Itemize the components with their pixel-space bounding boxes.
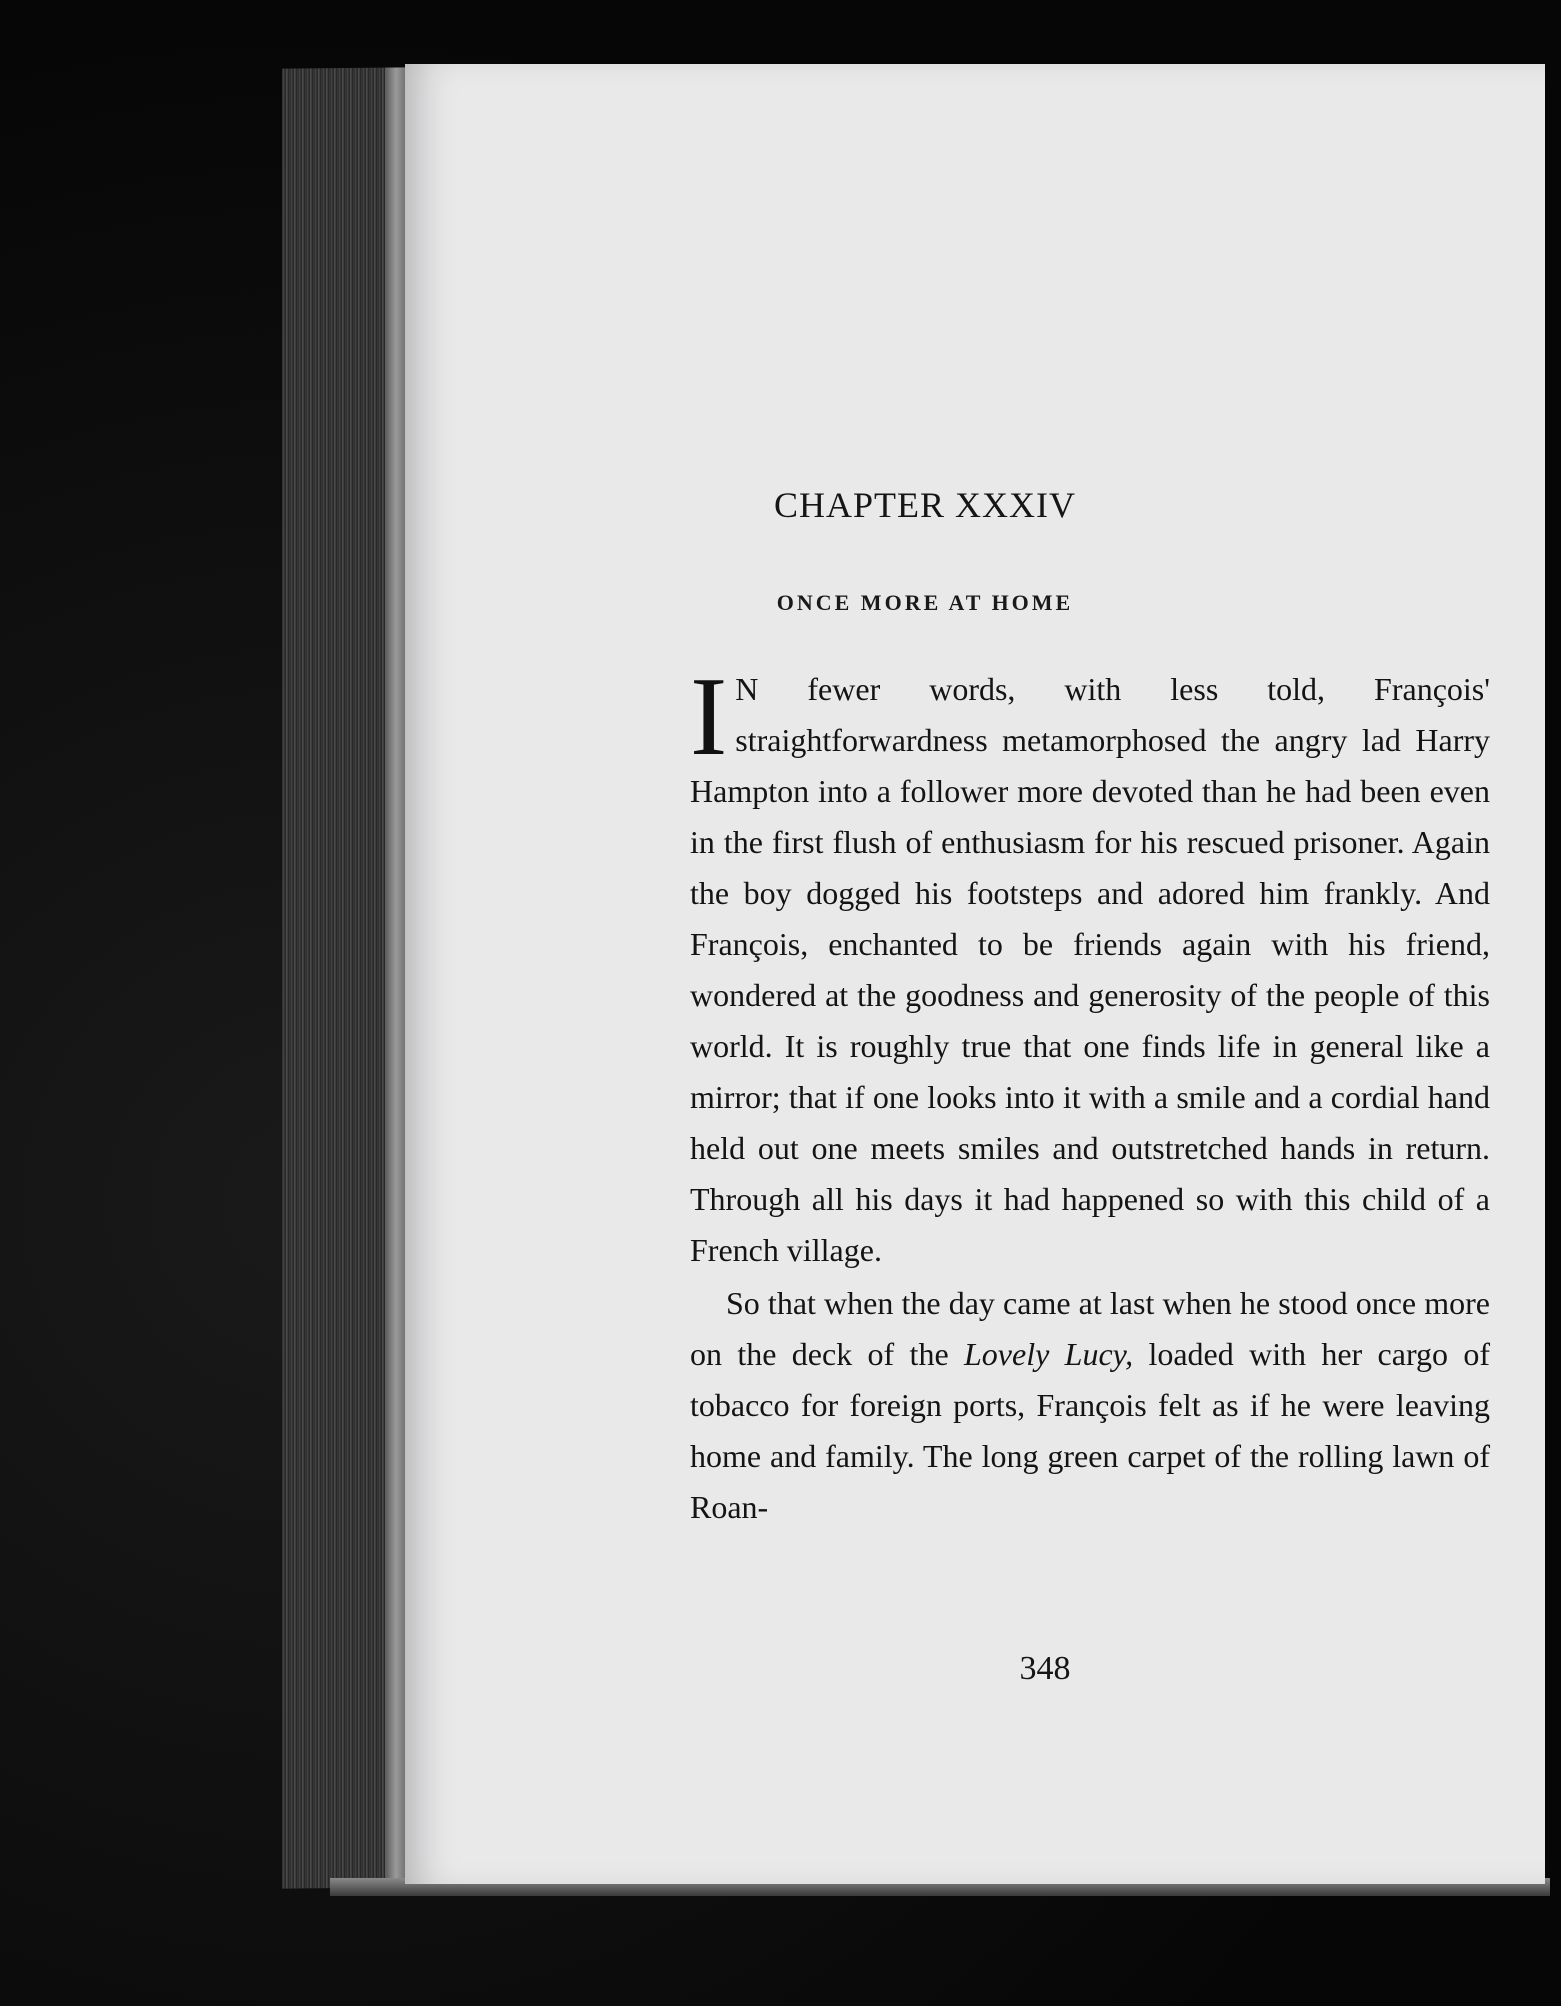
book-page-edges (282, 67, 407, 1888)
paragraph-2-text-end: loaded with her cargo of tobacco for foreign ports, François felt as if he were leaving home and family. The long green carpet of the rolling lawn of Roan- (690, 1336, 1491, 1525)
paragraph-2 (690, 1278, 1490, 1533)
paragraph-1 (690, 655, 1490, 1276)
paragraph-1-text: N fewer words, with less told, François' straightforwardness metamorphosed the angry lad Harry Hampton into a follower more devoted than he had been even in the first flush of enthusiasm for his rescued prisoner. Again the boy dogged his footsteps and adored him frankly. And François, enchanted to be friends again with his friend, wondered at the goodness and generosity of the people of this world. It is roughly true that one finds life in general like a mirror; that if one looks into it with a smile and a cordial hand held out one meets smiles and outstretched hands in return. Through all his days it had happened so with this child of a French village. (690, 671, 1490, 1268)
paragraph-2-text-start: So that when the day came at last when he stood once more on the deck of the (690, 1285, 1490, 1372)
body-text (690, 655, 1491, 1533)
page-number: 348 (1019, 1650, 1071, 1687)
chapter-subtitle: ONCE MORE AT HOME (776, 590, 1074, 615)
chapter-title: CHAPTER XXXIV (773, 485, 1076, 525)
ship-name: Lovely Lucy, (964, 1336, 1134, 1372)
drop-cap: I (690, 655, 728, 779)
book-page (405, 64, 1545, 1884)
